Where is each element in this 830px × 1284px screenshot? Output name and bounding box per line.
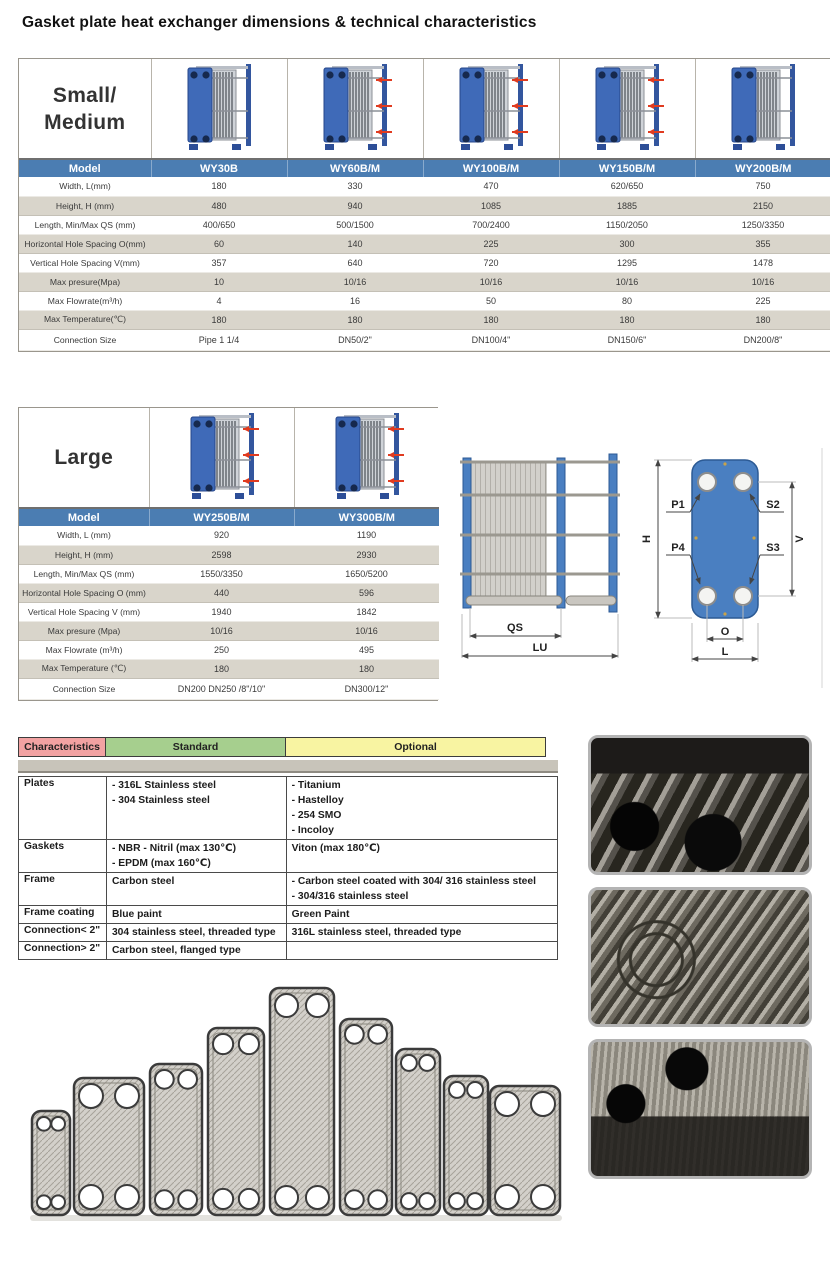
spec-row — [19, 659, 439, 678]
spec-row — [19, 678, 439, 699]
optional-line: - Titanium — [291, 780, 341, 791]
characteristics-row — [19, 777, 558, 840]
row-label: Max presure(Mpa) — [19, 272, 151, 291]
spec-value: 920 — [149, 526, 294, 545]
row-label: Vertical Hole Spacing V (mm) — [19, 602, 149, 621]
large-table — [19, 408, 439, 700]
standard-line: - 304 Stainless steel — [111, 795, 210, 806]
standard-line: - NBR - Nitril (max 130℃) — [111, 843, 236, 854]
spec-value: 720 — [423, 253, 559, 272]
spec-value: 16 — [287, 291, 423, 310]
spec-row — [19, 329, 830, 350]
row-label: Max presure (Mpa) — [19, 621, 149, 640]
product-image-wy30b — [151, 59, 287, 159]
spec-value: 620/650 — [559, 177, 695, 196]
spec-value: 50 — [423, 291, 559, 310]
spec-value: 1550/3350 — [149, 564, 294, 583]
model-name: WY200B/M — [695, 159, 830, 177]
spec-value: 1085 — [423, 196, 559, 215]
spec-row — [19, 272, 830, 291]
spec-value: 10/16 — [559, 272, 695, 291]
page-title: Gasket plate heat exchanger dimensions & technical characteristics — [22, 14, 537, 31]
spec-value: 10/16 — [149, 621, 294, 640]
spec-value: 2598 — [149, 545, 294, 564]
category-label: Large — [54, 446, 114, 469]
port-label-s2: S2 — [766, 499, 780, 511]
product-image-wy300bm — [294, 408, 439, 508]
row-label: Vertical Hole Spacing V(mm) — [19, 253, 151, 272]
spec-value: 1150/2050 — [559, 215, 695, 234]
standard-line: Carbon steel, flanged type — [111, 945, 241, 956]
standard-cell — [106, 840, 286, 873]
spec-value: 60 — [151, 234, 287, 253]
standard-line: 304 stainless steel, threaded type — [111, 927, 276, 938]
photo-plate-ports-closeup — [588, 735, 812, 875]
spec-value: 180 — [151, 310, 287, 329]
characteristic-label: Frame — [19, 873, 107, 906]
spec-value: 2930 — [294, 545, 439, 564]
row-label: Horizontal Hole Spacing O (mm) — [19, 583, 149, 602]
row-label: Width, L (mm) — [19, 526, 149, 545]
model-name: WY300B/M — [294, 508, 439, 526]
standard-line: Carbon steel — [111, 876, 175, 887]
standard-cell — [106, 873, 286, 906]
spec-value: 470 — [423, 177, 559, 196]
row-label: Connection Size — [19, 678, 149, 699]
spec-value: 750 — [695, 177, 830, 196]
model-header-row — [19, 508, 439, 526]
small-medium-spec-table — [18, 58, 830, 352]
standard-cell — [106, 942, 286, 960]
spec-row — [19, 564, 439, 583]
spec-value: 400/650 — [151, 215, 287, 234]
category-label: Medium — [44, 110, 126, 134]
row-label: Max Flowrate (m³/h) — [19, 640, 149, 659]
standard-cell — [106, 906, 286, 924]
spec-value: 225 — [695, 291, 830, 310]
spec-value: 180 — [559, 310, 695, 329]
spec-value: 1650/5200 — [294, 564, 439, 583]
characteristics-row — [19, 873, 558, 906]
heat-exchanger-graphic — [312, 60, 398, 152]
optional-cell — [286, 873, 557, 906]
optional-line: - 304/316 stainless steel — [291, 891, 409, 902]
optional-line: - Carbon steel coated with 304/ 316 stainless steel — [291, 876, 536, 887]
heat-exchanger-graphic — [720, 60, 806, 152]
side-view-drawing — [460, 454, 620, 658]
category-cell — [19, 408, 149, 508]
heat-exchanger-graphic — [584, 60, 670, 152]
spec-value: 500/1500 — [287, 215, 423, 234]
spec-value: 10/16 — [695, 272, 830, 291]
spec-row — [19, 526, 439, 545]
characteristics-row — [19, 906, 558, 924]
row-label: Length, Min/Max QS (mm) — [19, 215, 151, 234]
model-header-cell: Model — [19, 508, 149, 526]
spec-value: 10/16 — [294, 621, 439, 640]
spec-value: 180 — [695, 310, 830, 329]
spec-value: DN200 DN250 /8"/10" — [149, 678, 294, 699]
spec-value: 355 — [695, 234, 830, 253]
standard-cell — [106, 924, 286, 942]
spec-value: 4 — [151, 291, 287, 310]
spec-row — [19, 602, 439, 621]
product-image-wy200bm — [695, 59, 830, 159]
large-spec-table — [18, 407, 438, 701]
product-image-wy60bm — [287, 59, 423, 159]
dim-label-lu: LU — [532, 642, 548, 654]
model-header-cell: Model — [19, 159, 151, 177]
spec-value: DN100/4" — [423, 329, 559, 350]
row-label: Width, L(mm) — [19, 177, 151, 196]
optional-cell — [286, 924, 557, 942]
dimension-drawing — [448, 438, 824, 692]
spec-value: DN300/12" — [294, 678, 439, 699]
spec-value: DN50/2" — [287, 329, 423, 350]
spec-value: 1250/3350 — [695, 215, 830, 234]
standard-line: - 316L Stainless steel — [111, 780, 216, 791]
spec-row — [19, 640, 439, 659]
optional-line: - Hastelloy — [291, 795, 344, 806]
dim-label-h: H — [641, 535, 653, 543]
dim-label-v: V — [794, 535, 806, 543]
row-label: Max Temperature(℃) — [19, 310, 151, 329]
characteristic-label: Connection> 2" — [19, 942, 107, 960]
spec-value: 80 — [559, 291, 695, 310]
row-label: Connection Size — [19, 329, 151, 350]
small-table — [19, 59, 830, 351]
spec-row — [19, 196, 830, 215]
spec-value: 10/16 — [287, 272, 423, 291]
product-image-row — [19, 408, 439, 508]
row-label: Max Temperature (℃) — [19, 659, 149, 678]
optional-line: 316L stainless steel, threaded type — [291, 927, 462, 938]
characteristics-body — [18, 776, 558, 960]
header-characteristics: Characteristics — [18, 737, 106, 757]
plate-view-drawing — [641, 448, 822, 688]
spec-value: 640 — [287, 253, 423, 272]
spec-value: 596 — [294, 583, 439, 602]
optional-line: - 254 SMO — [291, 810, 342, 821]
port-label-p4: P4 — [671, 542, 685, 554]
spec-value: 2150 — [695, 196, 830, 215]
spec-row — [19, 310, 830, 329]
spec-value: DN200/8" — [695, 329, 830, 350]
spec-value: 180 — [423, 310, 559, 329]
row-label: Horizontal Hole Spacing O(mm) — [19, 234, 151, 253]
row-label: Height, H (mm) — [19, 545, 149, 564]
row-label: Height, H (mm) — [19, 196, 151, 215]
model-header-row — [19, 159, 830, 177]
characteristics-row — [19, 840, 558, 873]
characteristic-label: Plates — [19, 777, 107, 840]
heat-exchanger-graphic — [324, 409, 410, 501]
spec-value: 180 — [151, 177, 287, 196]
product-image-wy250bm — [149, 408, 294, 508]
optional-cell — [286, 777, 557, 840]
product-photo-column — [588, 735, 812, 1179]
spacer-bar — [18, 760, 558, 773]
optional-line: Viton (max 180℃) — [291, 843, 380, 854]
standard-line: - EPDM (max 160℃) — [111, 858, 211, 869]
product-image-wy100bm — [423, 59, 559, 159]
spec-value: 180 — [294, 659, 439, 678]
characteristics-row — [19, 942, 558, 960]
heat-exchanger-graphic — [176, 60, 262, 152]
model-name: WY100B/M — [423, 159, 559, 177]
model-name: WY30B — [151, 159, 287, 177]
header-standard: Standard — [106, 737, 286, 757]
dim-label-o: O — [720, 626, 730, 638]
product-image-wy150bm — [559, 59, 695, 159]
spec-row — [19, 583, 439, 602]
spec-value: 10 — [151, 272, 287, 291]
spec-value: 180 — [149, 659, 294, 678]
spec-value: 1478 — [695, 253, 830, 272]
port-label-p1: P1 — [671, 499, 685, 511]
dim-label-l: L — [721, 646, 729, 658]
model-name: WY250B/M — [149, 508, 294, 526]
characteristics-header-row — [18, 737, 558, 757]
spec-value: 357 — [151, 253, 287, 272]
heat-exchanger-graphic — [448, 60, 534, 152]
optional-line: Green Paint — [291, 909, 350, 920]
model-name: WY150B/M — [559, 159, 695, 177]
spec-value: 940 — [287, 196, 423, 215]
characteristic-label: Frame coating — [19, 906, 107, 924]
optional-cell — [286, 906, 557, 924]
characteristics-row — [19, 924, 558, 942]
product-image-row — [19, 59, 830, 159]
photo-plate-pattern-closeup — [588, 887, 812, 1027]
category-label: Small/ — [52, 83, 117, 107]
spec-row — [19, 621, 439, 640]
spec-value: 10/16 — [423, 272, 559, 291]
standard-cell — [106, 777, 286, 840]
spec-value: 440 — [149, 583, 294, 602]
dim-label-qs: QS — [507, 622, 523, 634]
characteristic-label: Gaskets — [19, 840, 107, 873]
characteristic-label: Connection< 2" — [19, 924, 107, 942]
spec-value: 140 — [287, 234, 423, 253]
spec-value: 1940 — [149, 602, 294, 621]
optional-line: - Incoloy — [291, 825, 334, 836]
spec-value: 1295 — [559, 253, 695, 272]
row-label: Length, Min/Max QS (mm) — [19, 564, 149, 583]
spec-row — [19, 177, 830, 196]
spec-value: 1842 — [294, 602, 439, 621]
spec-value: 180 — [287, 310, 423, 329]
spec-row — [19, 291, 830, 310]
standard-line: Blue paint — [111, 909, 162, 920]
model-name: WY60B/M — [287, 159, 423, 177]
characteristics-table — [18, 737, 558, 960]
row-label: Max Flowrate(m³/h) — [19, 291, 151, 310]
spec-value: 330 — [287, 177, 423, 196]
plates-montage-photo — [30, 966, 562, 1232]
spec-value: Pipe 1 1/4 — [151, 329, 287, 350]
spec-value: 300 — [559, 234, 695, 253]
spec-row — [19, 253, 830, 272]
spec-row — [19, 215, 830, 234]
spec-value: 495 — [294, 640, 439, 659]
spec-value: DN150/6" — [559, 329, 695, 350]
spec-value: 225 — [423, 234, 559, 253]
spec-row — [19, 545, 439, 564]
spec-value: 700/2400 — [423, 215, 559, 234]
optional-cell — [286, 840, 557, 873]
spec-value: 480 — [151, 196, 287, 215]
heat-exchanger-graphic — [179, 409, 265, 501]
spec-value: 1190 — [294, 526, 439, 545]
category-cell — [19, 59, 151, 159]
spec-row — [19, 234, 830, 253]
photo-plate-stack-corner — [588, 1039, 812, 1179]
optional-cell — [286, 942, 557, 960]
spec-value: 1885 — [559, 196, 695, 215]
spec-value: 250 — [149, 640, 294, 659]
header-optional: Optional — [286, 737, 546, 757]
port-label-s3: S3 — [766, 542, 780, 554]
